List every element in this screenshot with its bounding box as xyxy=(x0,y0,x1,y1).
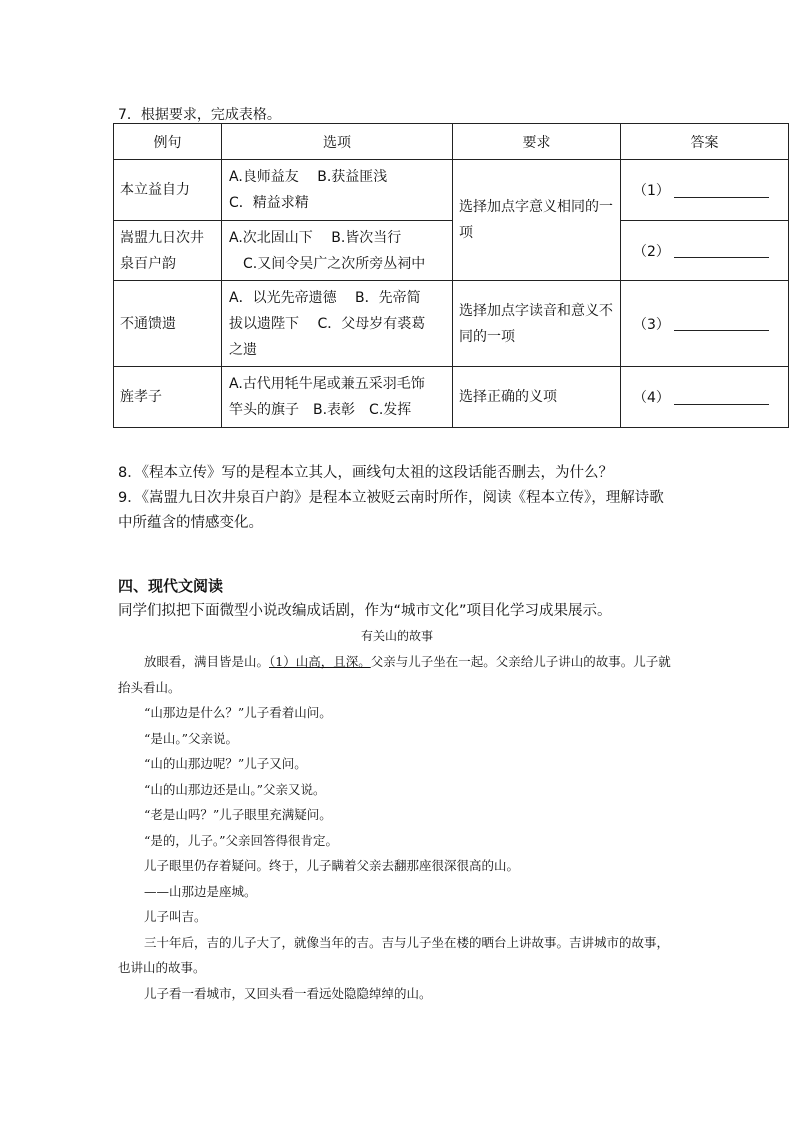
answer-blank[interactable] xyxy=(674,318,769,331)
story-paragraph: ——山那边是座城。 xyxy=(144,883,257,899)
story-paragraph: “山的山那边呢？”儿子又问。 xyxy=(144,756,307,771)
story-paragraph: “是山。”父亲说。 xyxy=(144,730,239,746)
story-paragraph: “是的，儿子。”父亲回答得很肯定。 xyxy=(144,832,339,848)
story-body xyxy=(118,649,678,1006)
example-cell: 不通馈遗 xyxy=(114,281,222,367)
option-line: 拔以遗陛下 C．父母岁有裘葛 xyxy=(229,315,426,332)
options-cell xyxy=(222,160,453,221)
requirement-cell: 选择加点字读音和意义不同的一项 xyxy=(453,281,621,367)
header-requirement: 要求 xyxy=(453,124,621,160)
option-line: C．精益求精 xyxy=(229,195,309,211)
requirement-cell: 选择正确的义项 xyxy=(453,367,621,428)
answer-label: （2） xyxy=(633,243,670,260)
table-header-row xyxy=(114,124,789,160)
example-cell: 旌孝子 xyxy=(114,367,222,428)
table-row xyxy=(114,281,789,367)
option-line: A．以光先帝遗德 B．先帝简 xyxy=(229,289,421,306)
answer-cell xyxy=(621,160,789,221)
answer-cell xyxy=(621,221,789,281)
option-line: C.又间令吴广之次所旁丛祠中 xyxy=(229,255,426,272)
table-row xyxy=(114,221,789,281)
story-paragraph: 儿子眼里仍存着疑问。终于，儿子瞒着父亲去翻那座很深很高的山。 xyxy=(144,858,520,873)
answer-blank[interactable] xyxy=(674,185,769,198)
option-line: A.良师益友 B.获益匪浅 xyxy=(229,169,388,185)
example-cell: 嵩盟九日次井泉百户韵 xyxy=(114,221,222,281)
answer-label: （4） xyxy=(633,390,670,406)
story-paragraph: 儿子看一看城市，又回头看一看远处隐隐绰绰的山。 xyxy=(144,985,432,1001)
answer-label: （1） xyxy=(633,183,670,199)
story-text: 放眼看，满目皆是山。 xyxy=(144,654,270,669)
story-paragraph: “山的山那边还是山。”父亲又说。 xyxy=(144,781,326,797)
story-title: 有关山的故事 xyxy=(360,629,433,643)
section-heading: 四、现代文阅读 xyxy=(118,577,224,595)
story-paragraph: 三十年后，吉的儿子大了，就像当年的吉。吉与儿子坐在楼的晒台上讲故事。吉讲城市的故事，也讲山的故事。 xyxy=(118,934,670,975)
table-row xyxy=(114,367,789,428)
requirement-cell: 选择加点字意义相同的一项 xyxy=(453,160,621,281)
story-text: 父亲与儿子坐在一起。父亲给儿子讲山的故事。儿子就抬头看山。 xyxy=(118,654,671,695)
story-paragraph: “山那边是什么？”儿子看着山问。 xyxy=(144,705,332,720)
option-line: A.古代用牦牛尾或兼五采羽毛饰 xyxy=(229,376,425,392)
example-cell: 本立益自力 xyxy=(114,160,222,221)
options-cell xyxy=(222,221,453,281)
option-line: A.次北固山下 B.皆次当行 xyxy=(229,229,402,246)
options-cell xyxy=(222,367,453,428)
question-8: 8．《程本立传》写的是程本立其人，画线句太祖的这段话能否删去，为什么？ xyxy=(118,465,613,481)
answer-cell xyxy=(621,367,789,428)
story-paragraph: 儿子叫吉。 xyxy=(144,909,207,924)
question-9: 9．《嵩盟九日次井泉百户韵》是程本立被贬云南时所作，阅读《程本立传》，理解诗歌中所蕴含的情感变化。 xyxy=(118,490,664,531)
answer-blank[interactable] xyxy=(674,245,769,258)
answer-cell xyxy=(621,281,789,367)
answer-blank[interactable] xyxy=(674,392,769,405)
story-paragraph xyxy=(118,649,678,700)
option-line: 之遗 xyxy=(229,341,257,358)
answer-table xyxy=(113,123,789,428)
header-answer: 答案 xyxy=(621,124,789,160)
underlined-sentence: （1）山高，且深。 xyxy=(269,654,371,669)
option-line: 竿头的旗子 B.表彰 C.发挥 xyxy=(229,402,412,418)
header-options: 选项 xyxy=(222,124,453,160)
table-row xyxy=(114,160,789,221)
header-example: 例句 xyxy=(114,124,222,160)
question-7-prompt: 7．根据要求，完成表格。 xyxy=(118,107,281,123)
story-paragraph: “老是山吗？”儿子眼里充满疑问。 xyxy=(144,807,332,822)
answer-label: （3） xyxy=(633,316,670,333)
options-cell xyxy=(222,281,453,367)
section-intro: 同学们拟把下面微型小说改编成话剧，作为“城市文化”项目化学习成果展示。 xyxy=(118,603,612,619)
